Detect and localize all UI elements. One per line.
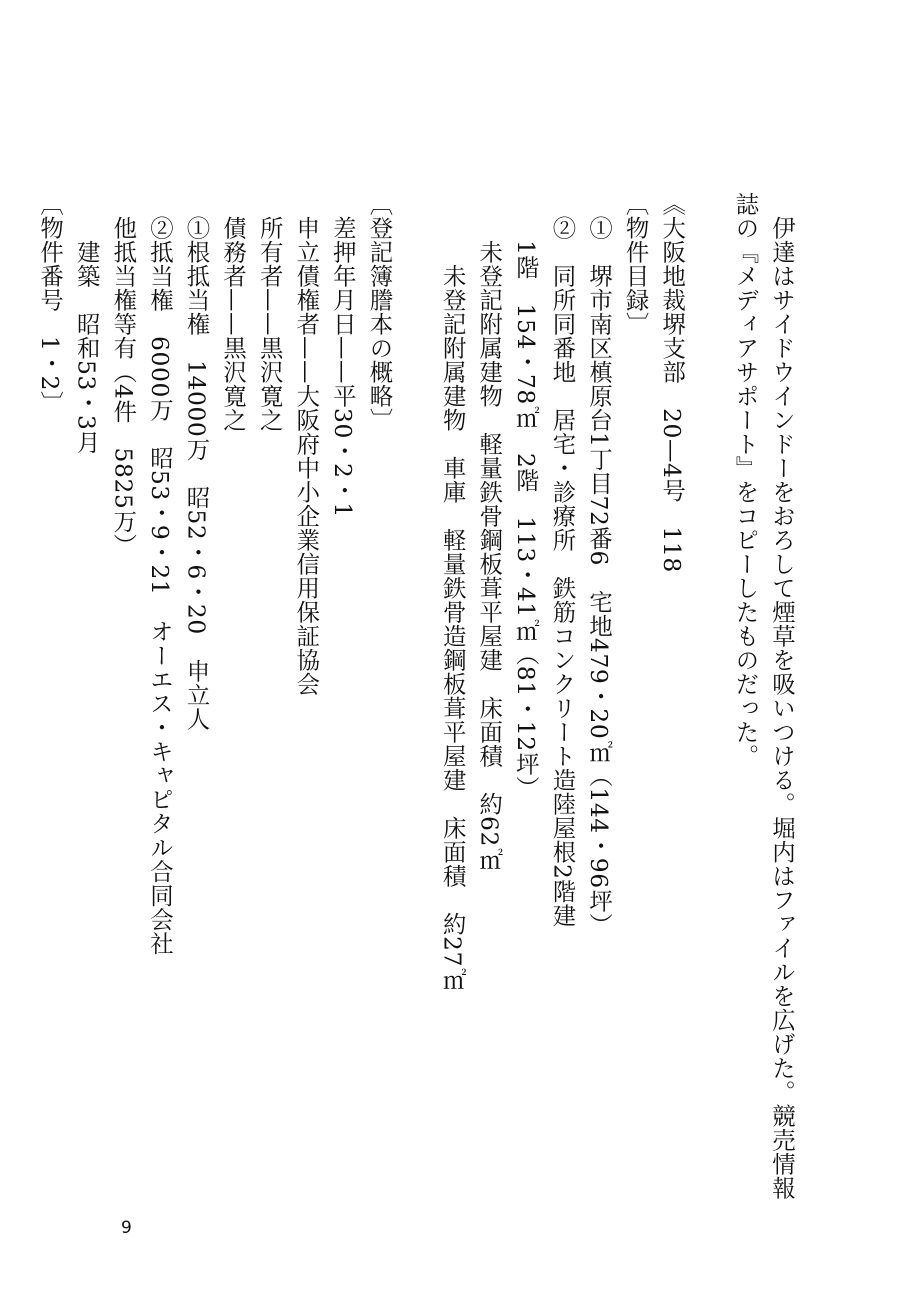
section-heading-property-list: 〔物件目録〕 [621,192,650,336]
text-line: 誌の『メディアサポート』をコピーしたものだった。 [731,192,760,768]
text-line: 未登記附属建物 軽量鉄骨鋼板葺平屋建 床面積 約62㎡ [475,192,504,871]
text-line: 他抵当権等有（4件 5825万） [109,192,138,558]
text-line: ②抵当権 6000万 昭53・9・21 オーエス・キャピタル合同会社 [145,192,174,956]
text-line: ①根抵当権 14000万 昭52・6・20 申立人 [182,192,211,731]
case-heading: 《大阪地裁堺支部 20—4号 118 [658,192,687,573]
section-heading-property-number: 〔物件番号 1・2〕 [36,192,65,415]
vertical-body-text [32,192,800,1200]
text-line: ② 同所同番地 居宅・診療所 鉄筋コンクリート造陸屋根2階建 [548,192,577,928]
blank-line [690,192,727,1132]
text-line: 伊達はサイドウインドーをおろして煙草を吸いつける。堀内はファイルを広げた。競売情報 [768,192,796,1200]
text-line: 所有者——黒沢寛之 [255,192,284,432]
page-number: 9 [121,1218,132,1238]
section-heading-registry-summary: 〔登記簿謄本の概略〕 [365,192,394,432]
text-line: 債務者——黒沢寛之 [219,192,248,432]
text-line: 申立債権者——大阪府中小企業信用保証協会 [292,192,321,696]
text-line: ① 堺市南区槙原台1丁目72番6 宅地479・20㎡（144・96坪） [585,192,614,937]
text-line: 建築 昭和53・3月 [72,192,101,455]
text-line: 1階 154・78㎡ 2階 113・41㎡（81・12坪） [511,192,540,800]
text-line: 差押年月日——平30・2・1 [328,192,357,518]
blank-line [397,192,434,1132]
text-line: 未登記附属建物 車庫 軽量鉄骨造鋼板葺平屋建 床面積 約27㎡ [438,192,467,991]
